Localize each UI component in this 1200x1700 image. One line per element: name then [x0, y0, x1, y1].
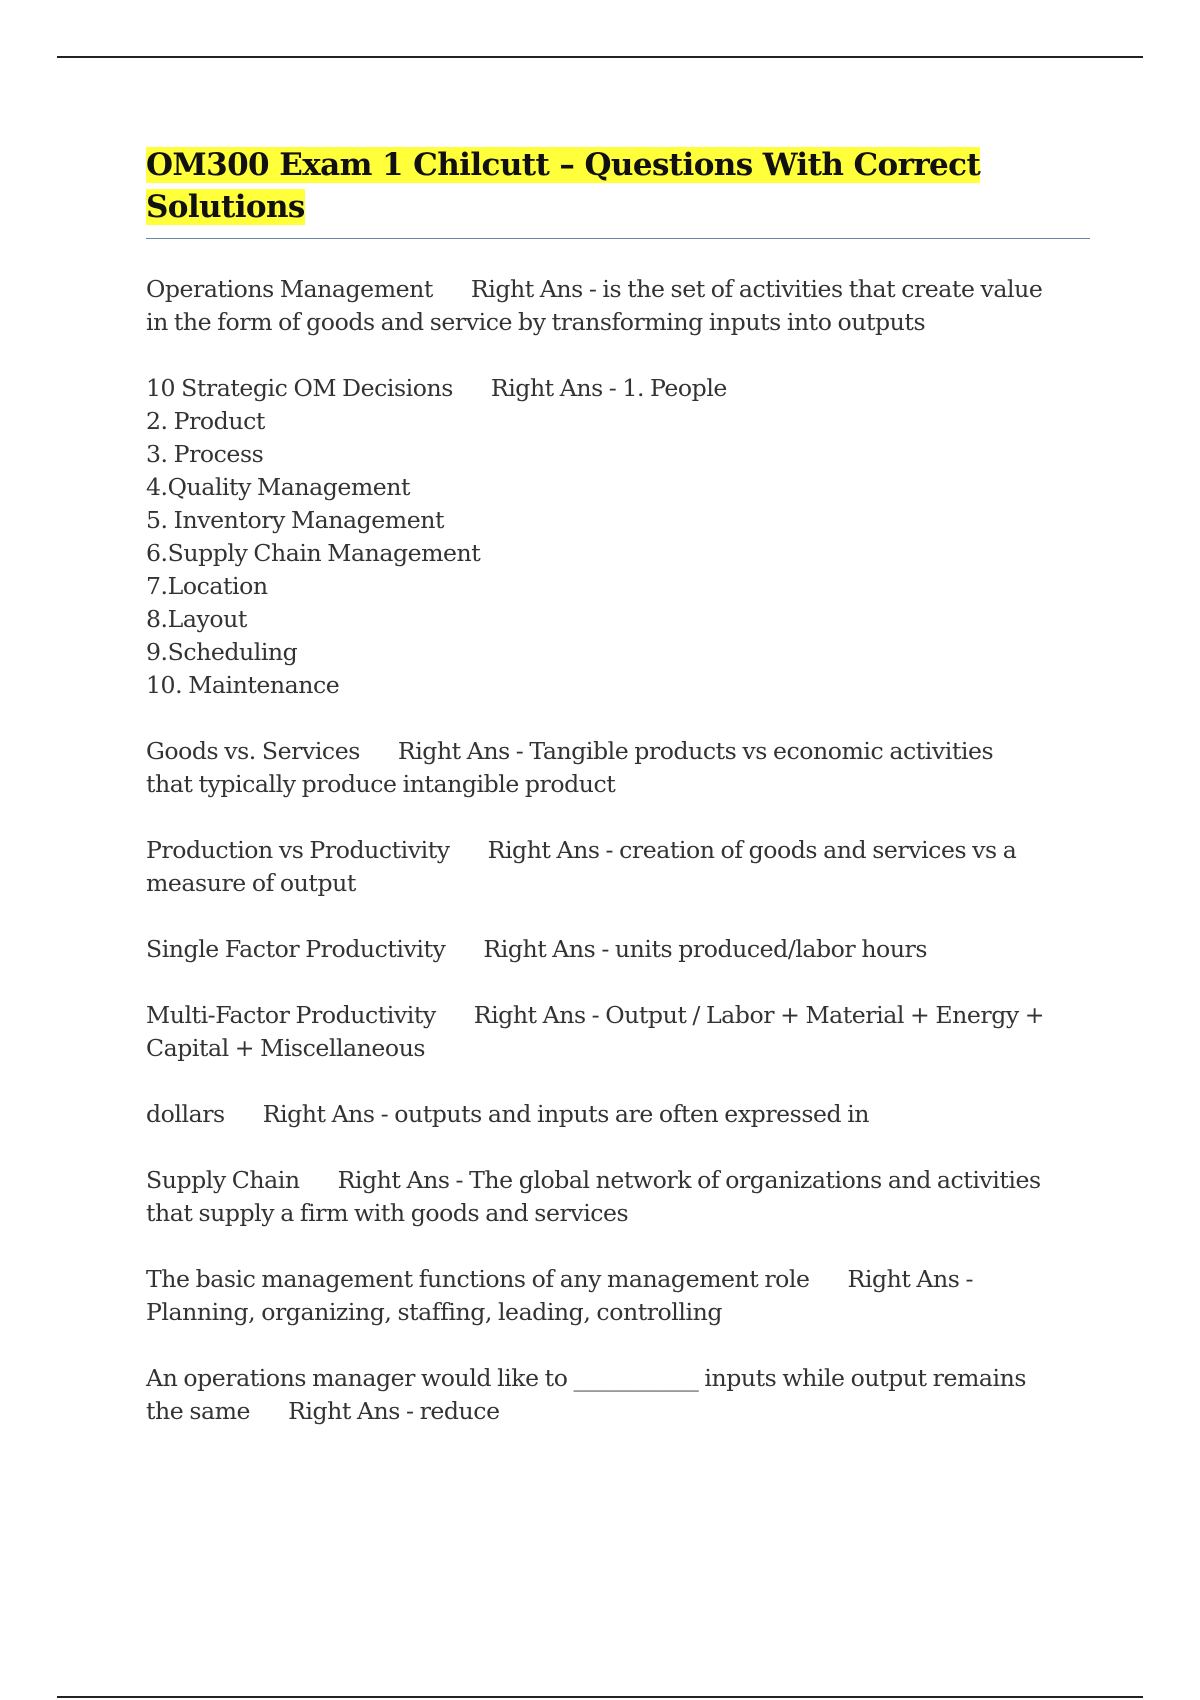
qa-item-single-factor [146, 933, 1090, 966]
header-rule [57, 56, 1143, 58]
title-line-1: OM300 Exam 1 Chilcutt – Questions With Correct [146, 147, 981, 183]
qa-answer: Right Ans - creation of goods and services vs a [487, 836, 1017, 864]
title-underline [146, 238, 1090, 239]
qa-term: 10 Strategic OM Decisions [146, 374, 453, 402]
qa-answer: Right Ans - is the set of activities that create value [470, 275, 1043, 303]
list-item: 8.Layout [146, 605, 247, 633]
qa-list [146, 273, 1090, 1428]
qa-term: An operations manager would like to ___________ inputs while output remains [146, 1364, 1026, 1392]
qa-item-multi-factor [146, 999, 1090, 1065]
qa-item-operations-management [146, 273, 1090, 339]
qa-term: Operations Management [146, 275, 433, 303]
qa-term: Multi-Factor Productivity [146, 1001, 436, 1029]
qa-item-supply-chain [146, 1164, 1090, 1230]
list-item: 9.Scheduling [146, 638, 298, 666]
list-item: 7.Location [146, 572, 268, 600]
qa-item-operations-manager-inputs [146, 1362, 1090, 1428]
qa-answer: Right Ans - The global network of organizations and activities [337, 1166, 1041, 1194]
list-item: 2. Product [146, 407, 265, 435]
document-body [146, 144, 1090, 1461]
qa-item-production-vs-productivity [146, 834, 1090, 900]
list-item: 6.Supply Chain Management [146, 539, 481, 567]
qa-answer: Right Ans - outputs and inputs are often expressed in [262, 1100, 870, 1128]
qa-answer: Right Ans - reduce [288, 1397, 500, 1425]
document-title [146, 144, 1090, 228]
qa-answer: Right Ans - Tangible products vs economic activities [397, 737, 994, 765]
qa-item-goods-vs-services [146, 735, 1090, 801]
qa-term: Single Factor Productivity [146, 935, 446, 963]
list-item: 5. Inventory Management [146, 506, 445, 534]
qa-item-dollars [146, 1098, 1090, 1131]
qa-term-cont: the same [146, 1397, 251, 1425]
title-line-2: Solutions [146, 189, 305, 225]
qa-answer-cont: that supply a firm with goods and services [146, 1199, 629, 1227]
qa-term: dollars [146, 1100, 225, 1128]
footer-rule [57, 1696, 1143, 1698]
qa-item-management-functions [146, 1263, 1090, 1329]
list-item: 4.Quality Management [146, 473, 411, 501]
qa-term: Production vs Productivity [146, 836, 450, 864]
qa-answer-cont: that typically produce intangible product [146, 770, 616, 798]
qa-answer: Right Ans - units produced/labor hours [483, 935, 928, 963]
qa-term: The basic management functions of any management role [146, 1265, 810, 1293]
qa-answer: Right Ans - Output / Labor + Material + Energy + [473, 1001, 1045, 1029]
list-item: 10. Maintenance [146, 671, 340, 699]
qa-answer-cont: measure of output [146, 869, 356, 897]
qa-answer: Right Ans - [847, 1265, 973, 1293]
qa-answer-cont: Planning, organizing, staffing, leading, controlling [146, 1298, 722, 1326]
list-item: 3. Process [146, 440, 264, 468]
qa-answer: Right Ans - 1. People [490, 374, 727, 402]
qa-term: Goods vs. Services [146, 737, 360, 765]
qa-item-strategic-decisions [146, 372, 1090, 702]
qa-answer-cont: Capital + Miscellaneous [146, 1034, 426, 1062]
qa-term: Supply Chain [146, 1166, 300, 1194]
qa-answer-cont: in the form of goods and service by transforming inputs into outputs [146, 308, 926, 336]
